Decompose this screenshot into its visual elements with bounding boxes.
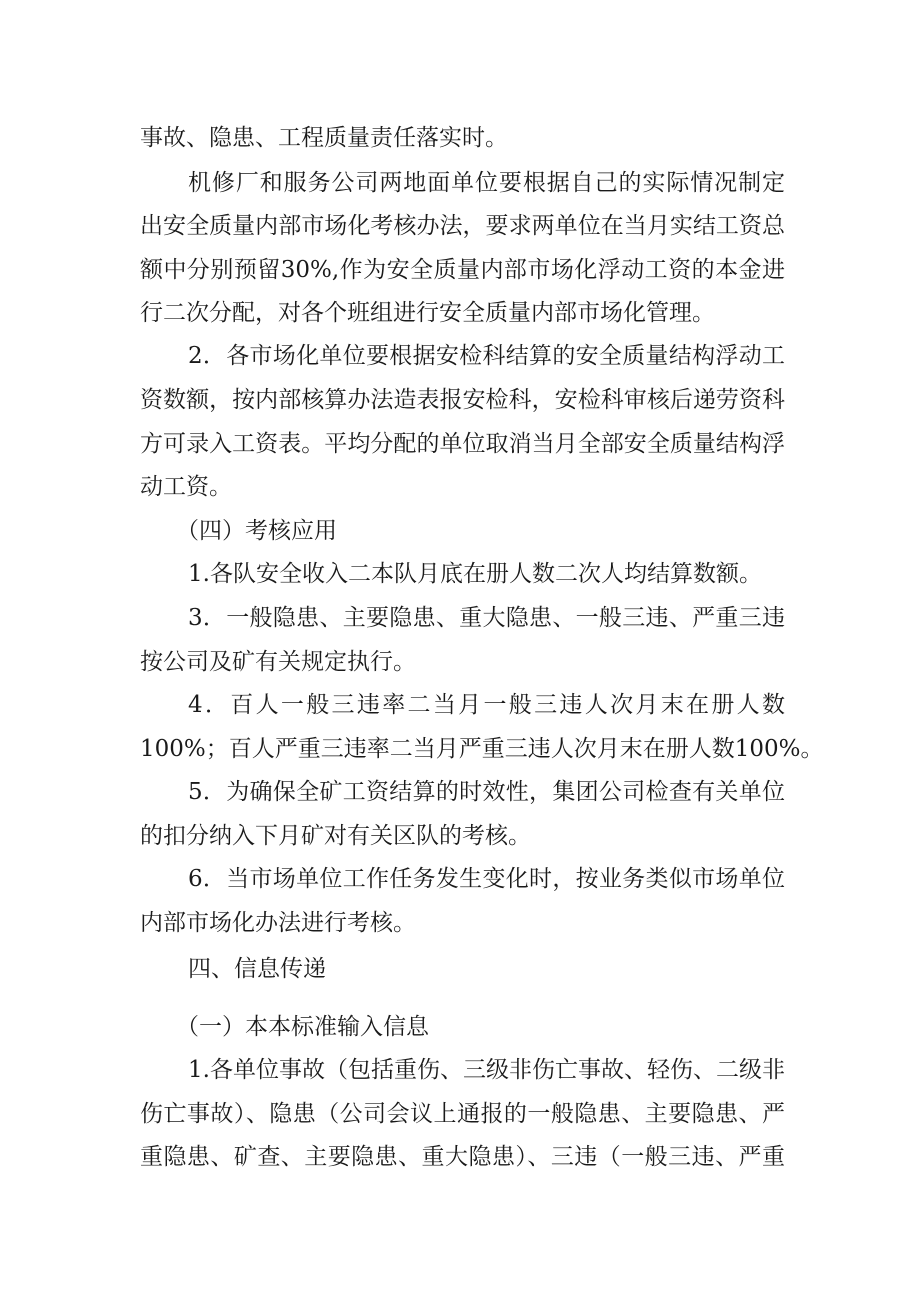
text-line-16: 5．为确保全矿工资结算的时效性，集团公司检查有关单位 [188,779,785,805]
subsection-heading-input: （一）本本标准输入信息 [176,1014,429,1040]
text-line-9: 动工资。 [140,474,232,500]
text-line-2: 机修厂和服务公司两地面单位要根据自己的实际情况制定 [188,170,785,196]
section-heading-assessment: （四）考核应用 [176,518,337,544]
text-line-11: 1.各队安全收入二本队月底在册人数二次人均结算数额。 [188,561,762,587]
text-line-5: 行二次分配，对各个班组进行安全质量内部市场化管理。 [140,300,715,326]
text-line-8: 方可录入工资表。平均分配的单位取消当月全部安全质量结构浮 [140,431,785,457]
text-line-22: 1.各单位事故（包括重伤、三级非伤亡事故、轻伤、二级非 [188,1057,785,1083]
section-heading-info: 四、信息传递 [188,956,326,982]
text-line-12: 3．一般隐患、主要隐患、重大隐患、一般三违、严重三违 [188,605,785,631]
text-line-13: 按公司及矿有关规定执行。 [140,649,416,675]
text-line-15: 100%；百人严重三违率二当月严重三违人次月末在册人数100%。 [140,736,824,762]
text-line-19: 内部市场化办法进行考核。 [140,910,416,936]
text-line-17: 的扣分纳入下月矿对有关区队的考核。 [140,823,531,849]
text-line-14: 4．百人一般三违率二当月一般三违人次月末在册人数 [188,692,785,718]
text-line-7: 资数额，按内部核算办法造表报安检科，安检科审核后递劳资科 [140,387,785,413]
text-line-1: 事故、隐患、工程质量责任落实时。 [140,125,508,151]
text-line-4: 额中分别预留30%,作为安全质量内部市场化浮动工资的本金进 [140,257,785,283]
text-line-6: 2．各市场化单位要根据安检科结算的安全质量结构浮动工 [188,343,785,369]
text-line-3: 出安全质量内部市场化考核办法，要求两单位在当月实结工资总 [140,213,785,239]
text-line-23: 伤亡事故）、隐患（公司会议上通报的一般隐患、主要隐患、严 [140,1101,785,1127]
text-line-24: 重隐患、矿查、主要隐患、重大隐患）、三违（一般三违、严重 [140,1144,785,1170]
text-line-18: 6．当市场单位工作任务发生变化时，按业务类似市场单位 [188,866,785,892]
